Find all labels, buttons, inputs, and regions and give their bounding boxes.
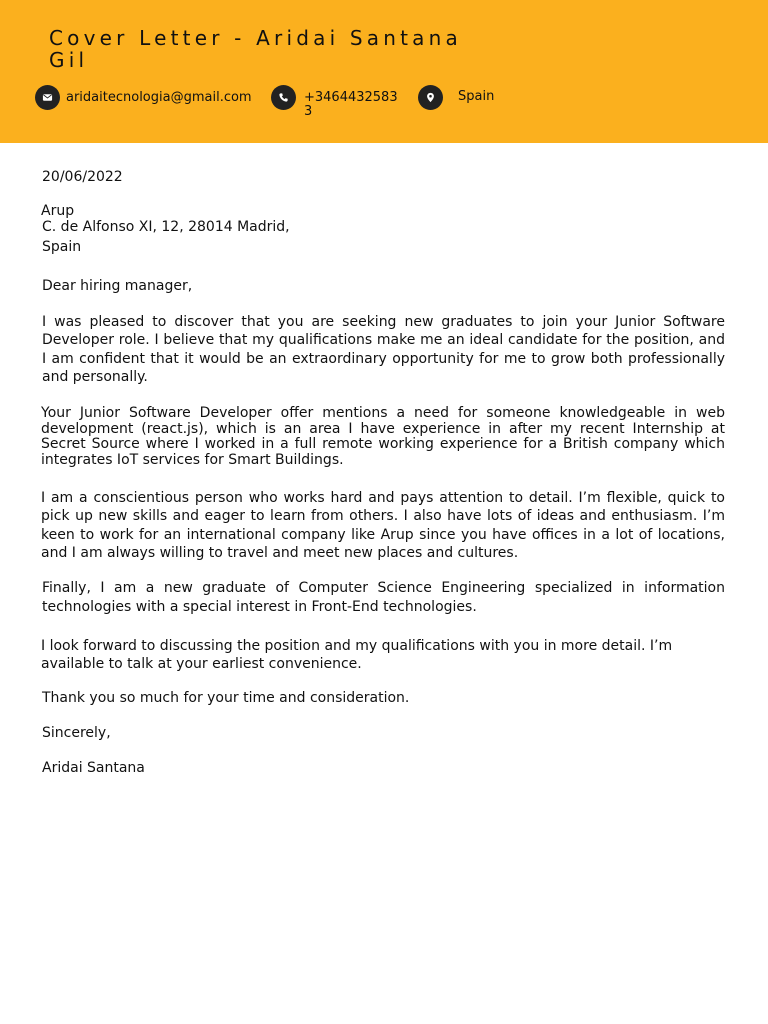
- recipient-address-line1: C. de Alfonso XI, 12, 28014 Madrid,: [42, 219, 290, 235]
- envelope-icon: [35, 85, 60, 110]
- page-title: Cover Letter - Aridai Santana Gil: [49, 26, 462, 72]
- paragraph-3: I am a conscientious person who works hard and pays attention to detail. I’m flexible, quick to pick up new skills and eager to learn from others. I also have lots of ideas and enthusiasm. I’m keen to work for an international company like Arup since you have offices in a lot of locations, and I am always willing to travel and meet new places and cultures.: [41, 490, 725, 561]
- location-pin-icon: [418, 85, 443, 110]
- phone-icon: [271, 85, 296, 110]
- thanks-line: Thank you so much for your time and consideration.: [42, 690, 410, 706]
- signature-name: Aridai Santana: [42, 760, 145, 776]
- greeting: Dear hiring manager,: [42, 278, 193, 294]
- email-text[interactable]: aridaitecnologia@gmail.com: [66, 90, 252, 105]
- header-banner: [0, 0, 768, 143]
- contact-location: [418, 85, 494, 110]
- paragraph-1: I was pleased to discover that you are seeking new graduates to join your Junior Software Developer role. I believe that my qualifications make me an ideal candidate for the position, and I am confident that it would be an extraordinary opportunity for me to grow both professionally and personally.: [42, 314, 725, 385]
- paragraph-2: Your Junior Software Developer offer mentions a need for someone knowledgeable in web development (react.js), which is an area I have experience in after my recent Internship at Secret Source where I worked in a full remote working experience for a British company which integrates IoT services for Smart Buildings.: [41, 405, 725, 468]
- contact-email: [35, 85, 252, 110]
- recipient-company: Arup: [41, 203, 75, 219]
- paragraph-5: I look forward to discussing the position and my qualifications with you in more detail. I’m available to talk at your earliest convenience.: [41, 638, 673, 673]
- closing: Sincerely,: [42, 725, 111, 741]
- phone-text[interactable]: +34644325833: [304, 91, 398, 117]
- contact-phone: [271, 85, 400, 117]
- location-text: Spain: [458, 89, 495, 104]
- recipient-address-line2: Spain: [42, 239, 82, 255]
- letter-date: 20/06/2022: [42, 169, 123, 185]
- paragraph-4: Finally, I am a new graduate of Computer Science Engineering specialized in information technologies with a special interest in Front-End technologies.: [42, 580, 725, 615]
